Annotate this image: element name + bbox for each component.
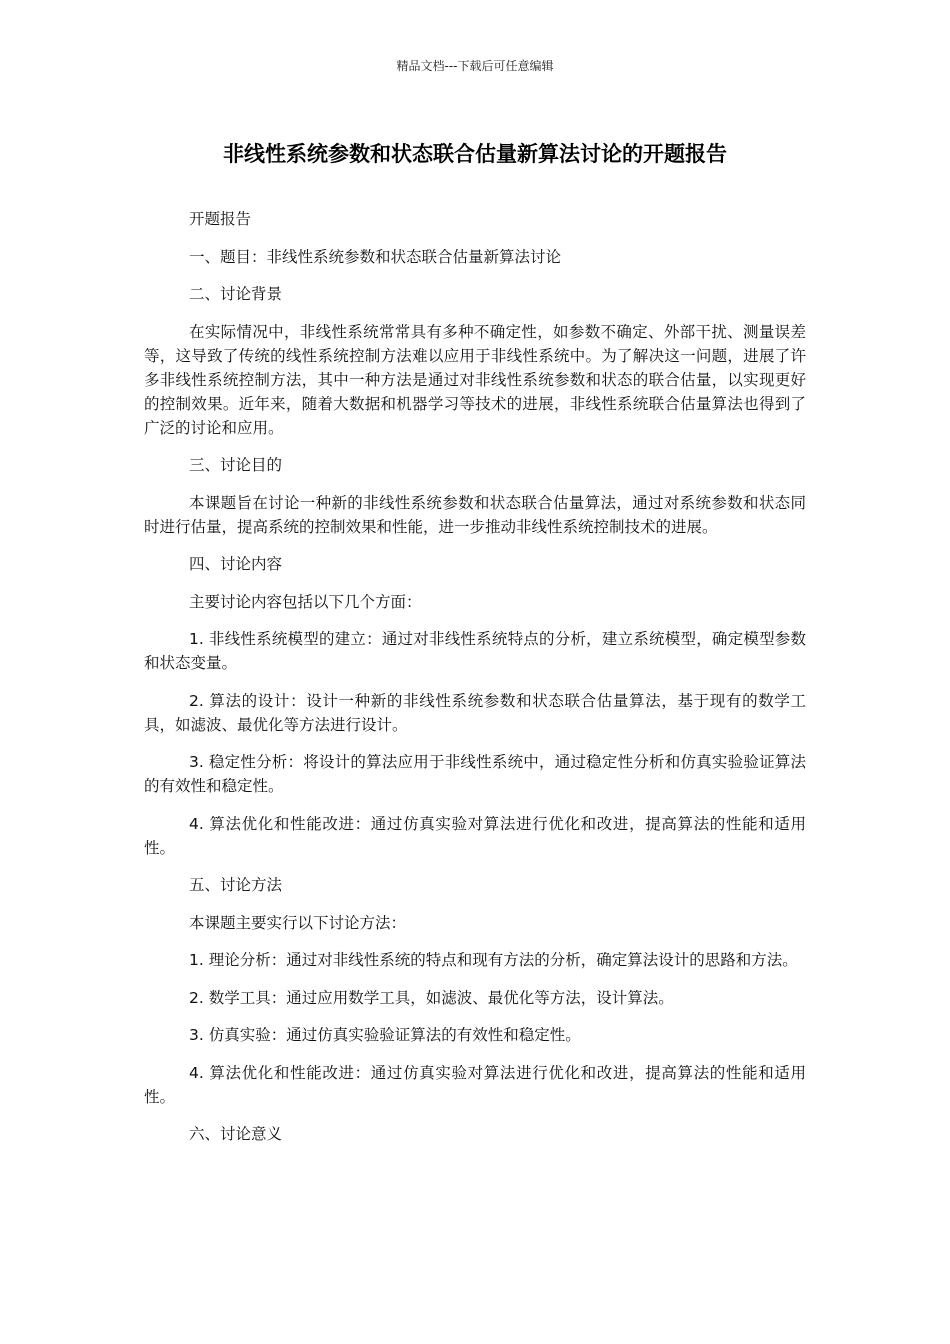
list-item-content-1: 1. 非线性系统模型的建立：通过对非线性系统特点的分析，建立系统模型，确定模型参数和状态变量。 (144, 630, 806, 672)
paragraph-methods-intro: 本课题主要实行以下讨论方法： (189, 913, 407, 932)
document-title: 非线性系统参数和状态联合估量新算法讨论的开题报告 (223, 142, 727, 166)
paragraph-report-label: 开题报告 (189, 210, 252, 228)
heading-content: 四、讨论内容 (189, 555, 283, 573)
paragraph-content-intro: 主要讨论内容包括以下几个方面： (189, 592, 422, 611)
list-item-content-3: 3. 稳定性分析：将设计的算法应用于非线性系统中，通过稳定性分析和仿真实验验证算法的有效性和稳定性。 (144, 753, 806, 795)
heading-background: 二、讨论背景 (189, 285, 283, 303)
list-item-content-2: 2. 算法的设计：设计一种新的非线性系统参数和状态联合估量算法，基于现有的数学工具，如滤波、最优化等方法进行设计。 (144, 691, 806, 734)
heading-significance: 六、讨论意义 (189, 1125, 283, 1143)
list-item-method-1: 1. 理论分析：通过对非线性系统的特点和现有方法的分析，确定算法设计的思路和方法。 (189, 951, 798, 969)
list-item-method-3: 3. 仿真实验：通过仿真实验验证算法的有效性和稳定性。 (189, 1026, 581, 1044)
paragraph-purpose: 本课题旨在讨论一种新的非线性系统参数和状态联合估量算法，通过对系统参数和状态同时进行估量，提高系统的控制效果和性能，进一步推动非线性系统控制技术的进展。 (144, 493, 806, 536)
document-body (144, 207, 806, 1160)
heading-topic: 一、题目：非线性系统参数和状态联合估量新算法讨论 (189, 247, 562, 266)
heading-methods: 五、讨论方法 (189, 876, 283, 894)
page-header: 精品文档---下载后可任意编辑 (396, 59, 554, 73)
heading-purpose: 三、讨论目的 (189, 456, 283, 474)
list-item-content-4: 4. 算法优化和性能改进：通过仿真实验对算法进行优化和改进，提高算法的性能和适用性。 (144, 814, 806, 857)
paragraph-background: 在实际情况中，非线性系统常常具有多种不确定性，如参数不确定、外部干扰、测量误差等，这导致了传统的线性系统控制方法难以应用于非线性系统中。为了解决这一问题，进展了许多非线性系统控制方法，其中一种方法是通过对非线性系统参数和状态的联合估量，以实现更好的控制效果。近年来，随着大数据和机器学习等技术的进展，非线性系统联合估量算法也得到了广泛的讨论和应用。 (144, 322, 806, 437)
list-item-method-2: 2. 数学工具：通过应用数学工具，如滤波、最优化等方法，设计算法。 (189, 988, 674, 1007)
list-item-method-4: 4. 算法优化和性能改进：通过仿真实验对算法进行优化和改进，提高算法的性能和适用性。 (144, 1063, 806, 1106)
